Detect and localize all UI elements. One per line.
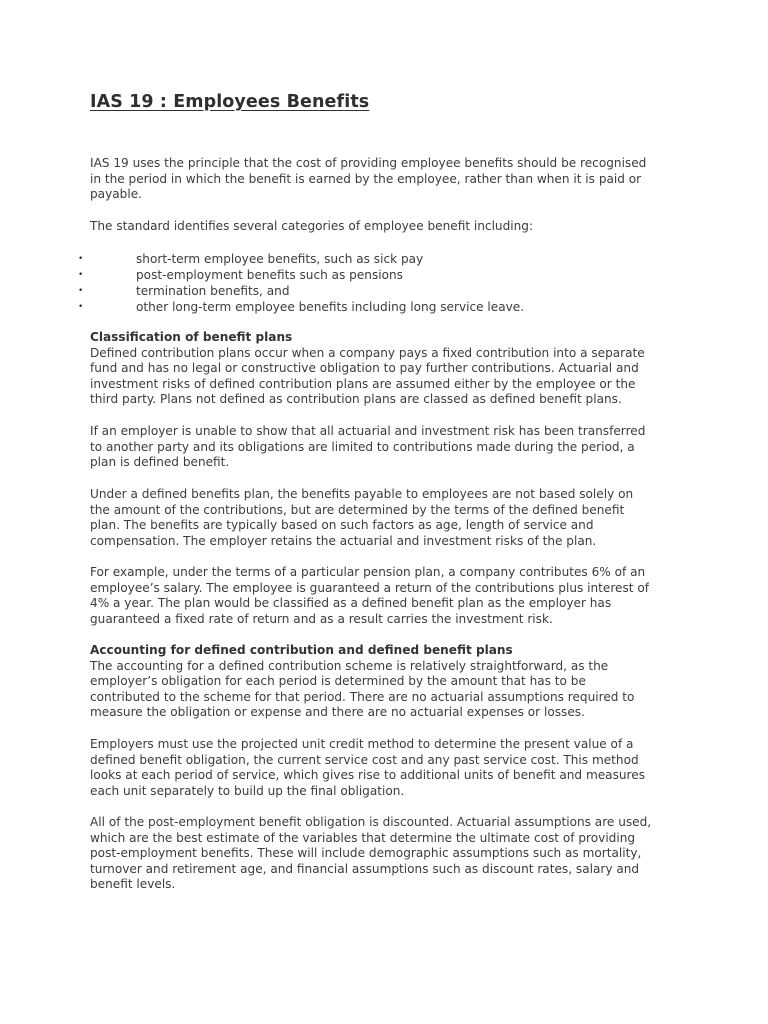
list-item <box>0 251 700 267</box>
classification-paragraph-4 <box>90 565 690 627</box>
text-line: plan is defined benefit. <box>90 455 230 470</box>
list-item <box>0 267 700 283</box>
text-line: looks at each period of service, which gives rise to additional units of benefit and measures <box>90 768 646 783</box>
bullet-icon: • <box>78 270 84 280</box>
section-heading: Classification of benefit plans <box>90 330 293 344</box>
text-line: contributed to the scheme for that period. There are no actuarial assumptions required to <box>90 689 635 704</box>
categories-intro <box>90 219 690 235</box>
text-line: If an employer is unable to show that all actuarial and investment risk has been transferred <box>90 424 646 438</box>
classification-paragraph-3 <box>90 487 690 549</box>
text-line: each unit separately to build up the final obligation. <box>90 783 405 798</box>
text-line: 4% a year. The plan would be classified as a defined benefit plan as the employer has <box>90 596 612 611</box>
text-line: plan. The benefits are typically based on such factors as age, length of service and <box>90 518 594 533</box>
text-line: employee’s salary. The employee is guaranteed a return of the contributions plus interest of <box>90 580 650 595</box>
text-line: guaranteed a fixed rate of return and as a result carries the investment risk. <box>90 611 553 626</box>
accounting-paragraph-3 <box>90 815 690 893</box>
intro-paragraph <box>90 156 690 203</box>
accounting-paragraph-2 <box>90 737 690 799</box>
text-line: Defined contribution plans occur when a company pays a fixed contribution into a separate <box>90 345 645 360</box>
text-line: The standard identifies several categories of employee benefit including: <box>90 219 534 233</box>
text-line: IAS 19 uses the principle that the cost of providing employee benefits should be recognised <box>90 156 647 170</box>
text-line: payable. <box>90 187 142 202</box>
text-line: benefit levels. <box>90 877 176 892</box>
text-line: third party. Plans not defined as contribution plans are classed as defined benefit plans. <box>90 392 622 407</box>
text-line: All of the post-employment benefit obligation is discounted. Actuarial assumptions are used, <box>90 815 652 829</box>
text-line: compensation. The employer retains the actuarial and investment risks of the plan. <box>90 533 597 548</box>
text-line: For example, under the terms of a particular pension plan, a company contributes 6% of an <box>90 565 646 579</box>
text-line: Employers must use the projected unit credit method to determine the present value of a <box>90 737 634 751</box>
text-line: to another party and its obligations are limited to contributions made during the period, a <box>90 439 635 454</box>
text-line: the amount of the contributions, but are determined by the terms of the defined benefit <box>90 502 625 517</box>
list-item-text: short-term employee benefits, such as sick pay <box>136 252 424 266</box>
bullet-icon: • <box>78 302 84 312</box>
bullet-icon: • <box>78 286 84 296</box>
classification-section <box>90 330 690 408</box>
text-line: defined benefit obligation, the current service cost and any past service cost. This method <box>90 752 639 767</box>
text-line: measure the obligation or expense and there are no actuarial expenses or losses. <box>90 705 585 720</box>
text-line: in the period in which the benefit is earned by the employee, rather than when it is paid or <box>90 171 642 186</box>
text-line: investment risks of defined contribution plans are assumed either by the employee or the <box>90 376 636 391</box>
text-line: The accounting for a defined contribution scheme is relatively straightforward, as the <box>90 658 609 673</box>
document-title: IAS 19 : Employees Benefits <box>90 92 370 112</box>
text-line: post-employment benefits. These will include demographic assumptions such as mortality, <box>90 846 642 861</box>
section-heading: Accounting for defined contribution and defined benefit plans <box>90 643 513 657</box>
list-item-text: termination benefits, and <box>136 284 290 298</box>
classification-paragraph-2 <box>90 424 690 471</box>
list-item <box>0 299 700 315</box>
bullet-icon: • <box>78 254 84 264</box>
text-line: turnover and retirement age, and financial assumptions such as discount rates, salary and <box>90 861 640 876</box>
benefit-categories-list <box>0 251 700 315</box>
accounting-section <box>90 643 690 721</box>
list-item <box>0 283 700 299</box>
list-item-text: other long-term employee benefits including long service leave. <box>136 300 525 314</box>
text-line: employer’s obligation for each period is determined by the amount that has to be <box>90 674 586 689</box>
text-line: which are the best estimate of the variables that determine the ultimate cost of providing <box>90 830 636 845</box>
list-item-text: post-employment benefits such as pensions <box>136 268 403 282</box>
text-line: Under a defined benefits plan, the benefits payable to employees are not based solely on <box>90 487 634 501</box>
text-line: fund and has no legal or constructive obligation to pay further contributions. Actuarial and <box>90 361 639 376</box>
